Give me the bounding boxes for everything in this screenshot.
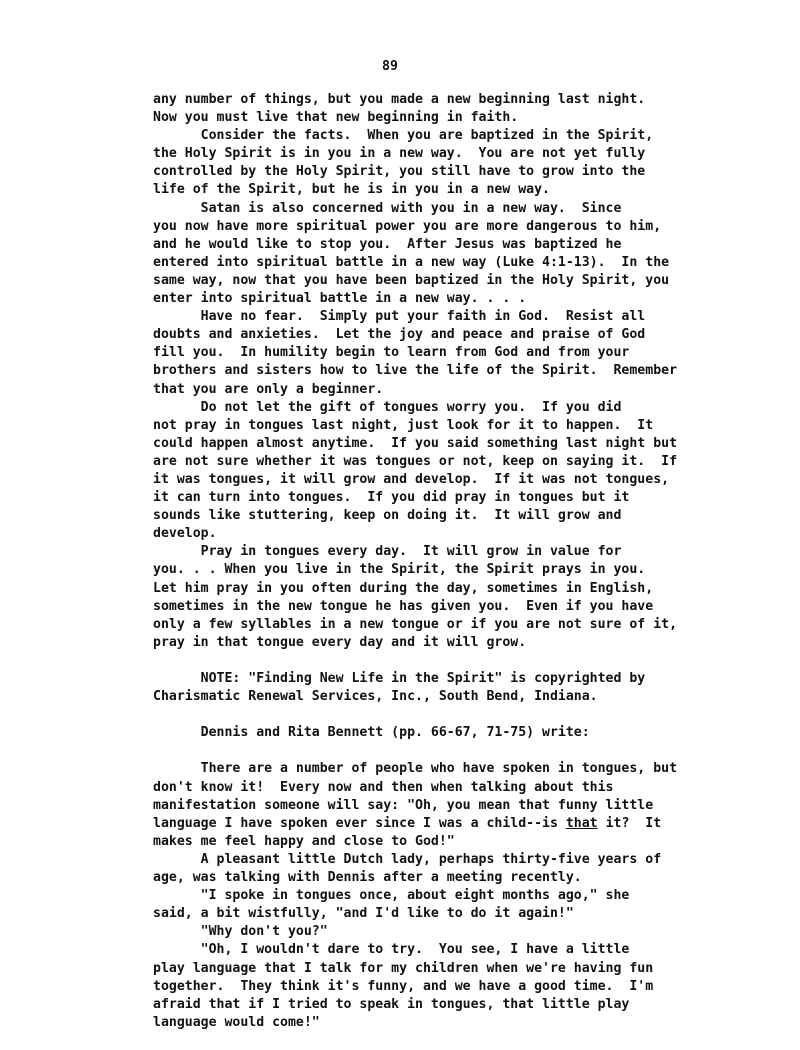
text-line: any number of things, but you made a new beginning last night. — [153, 92, 646, 107]
blank-line — [153, 742, 753, 760]
text-line: A pleasant little Dutch lady, perhaps thirty-five years of — [153, 851, 662, 867]
text-line: are not sure whether it was tongues or not, keep on saying it. If — [153, 453, 678, 469]
text-line: Consider the facts. When you are baptized in the Spirit, — [153, 128, 654, 144]
text-line: makes me feel happy and close to God!" — [153, 833, 455, 849]
text-line: fill you. In humility begin to learn from God and from your — [153, 345, 630, 361]
text-line: There are a number of people who have spoken in tongues, but — [153, 761, 678, 777]
text-line: "I spoke in tongues once, about eight months ago," she — [153, 888, 630, 904]
text-line: enter into spiritual battle in a new way. . . . — [153, 291, 527, 307]
text-line: brothers and sisters how to live the life of the Spirit. Remember — [153, 363, 678, 379]
text-line: it can turn into tongues. If you did pray in tongues but it — [153, 490, 630, 506]
text-line: doubts and anxieties. Let the joy and peace and praise of God — [153, 327, 646, 343]
text-line: only a few syllables in a new tongue or if you are not sure of it, — [153, 616, 678, 632]
text-line: said, a bit wistfully, "and I'd like to do it again!" — [153, 906, 574, 922]
blank-line — [153, 706, 753, 724]
text-line: sounds like stuttering, keep on doing it. It will grow and — [153, 508, 622, 524]
text-line: Now you must live that new beginning in faith. — [153, 110, 519, 126]
blank-line — [153, 652, 753, 670]
text-line: play language that I talk for my children when we're having fun — [153, 960, 654, 976]
text-line: sometimes in the new tongue he has given you. Even if you have — [153, 598, 654, 614]
text-line: "Oh, I wouldn't dare to try. You see, I have a little — [153, 942, 630, 958]
text-line: the Holy Spirit is in you in a new way. You are not yet fully — [153, 146, 646, 162]
text-line: life of the Spirit, but he is in you in a new way. — [153, 182, 550, 198]
text-line: develop. — [153, 526, 217, 542]
text-line: you. . . When you live in the Spirit, the Spirit prays in you. — [153, 562, 646, 578]
text-line: Pray in tongues every day. It will grow in value for — [153, 544, 622, 560]
text-line: Dennis and Rita Bennett (pp. 66-67, 71-75) write: — [153, 725, 590, 741]
underlined-word: that — [565, 815, 598, 831]
text-line: don't know it! Every now and then when talking about this — [153, 779, 614, 795]
text-line: you now have more spiritual power you are more dangerous to him, — [153, 218, 662, 234]
page-body — [153, 91, 753, 1032]
text-line: could happen almost anytime. If you said something last night but — [153, 435, 678, 451]
text-line: NOTE: "Finding New Life in the Spirit" is copyrighted by — [153, 671, 646, 686]
text-line — [153, 815, 753, 833]
text-line: Let him pray in you often during the day, sometimes in English, — [153, 580, 654, 596]
text-segment: it? It — [597, 815, 662, 831]
page-number: 89 — [382, 59, 398, 74]
text-line: Satan is also concerned with you in a new way. Since — [153, 200, 622, 216]
text-line: pray in that tongue every day and it will grow. — [153, 634, 527, 650]
text-line: that you are only a beginner. — [153, 381, 384, 397]
text-line: together. They think it's funny, and we have a good time. I'm — [153, 978, 654, 994]
text-line: language would come!" — [153, 1014, 320, 1030]
text-line: Have no fear. Simply put your faith in God. Resist all — [153, 309, 646, 325]
text-line: not pray in tongues last night, just look for it to happen. It — [153, 417, 654, 433]
text-segment: language I have spoken ever since I was a child--is — [153, 815, 566, 831]
text-line: same way, now that you have been baptized in the Holy Spirit, you — [153, 272, 670, 288]
text-line: manifestation someone will say: "Oh, you mean that funny little — [153, 797, 654, 813]
text-line: and he would like to stop you. After Jesus was baptized he — [153, 236, 622, 252]
text-line: it was tongues, it will grow and develop. If it was not tongues, — [153, 471, 670, 487]
text-line: afraid that if I tried to speak in tongues, that little play — [153, 996, 630, 1012]
text-line: age, was talking with Dennis after a meeting recently. — [153, 870, 582, 886]
text-line: entered into spiritual battle in a new way (Luke 4:1-13). In the — [153, 254, 670, 270]
text-line: "Why don't you?" — [153, 924, 328, 940]
text-line: controlled by the Holy Spirit, you still have to grow into the — [153, 164, 646, 180]
text-line: Do not let the gift of tongues worry you. If you did — [153, 399, 622, 415]
text-line: Charismatic Renewal Services, Inc., South Bend, Indiana. — [153, 689, 598, 705]
